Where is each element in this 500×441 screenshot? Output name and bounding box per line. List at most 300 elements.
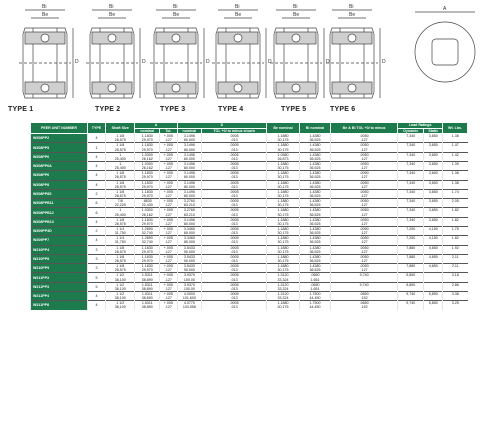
table-cell: 1.82 [443, 236, 468, 241]
table-cell: .127 [160, 175, 178, 180]
table-cell: 7,340 [398, 143, 424, 148]
table-cell: 1.38 [443, 134, 468, 139]
table-cell: .0050 [331, 245, 398, 250]
table-cell: 90.000 [177, 250, 202, 255]
table-cell: +.005 [160, 208, 178, 213]
part-number-cell: W211PP4 [31, 291, 88, 300]
ball-bottom-1 [41, 84, 49, 92]
table-cell: 7,880 [398, 264, 424, 269]
table-cell: 1.5311 [135, 282, 160, 287]
table-cell: 3,650 [424, 171, 443, 176]
table-cell: .0005 [202, 227, 267, 232]
table-cell: 29,970 [135, 194, 160, 199]
table-cell: .127 [331, 240, 398, 245]
table-cell: 101.600 [177, 296, 202, 301]
table-cell: 1 1/2 [106, 301, 135, 306]
dim-bi-label-3: Bi [173, 4, 178, 10]
table-cell: 3,650 [424, 208, 443, 213]
table-cell: 7,880 [398, 254, 424, 259]
table-cell: 26,873 [267, 157, 300, 162]
table-cell: 83.210 [177, 213, 202, 218]
table-cell: 80.000 [177, 185, 202, 190]
table-cell: .127 [160, 240, 178, 245]
table-cell: 1 1/8 [106, 264, 135, 269]
table-cell: 3.5433 [177, 264, 202, 269]
table-cell: 4,650 [424, 254, 443, 259]
col-header-part: PEER UNIT NUMBER [31, 123, 88, 134]
table-cell: 7,340 [398, 162, 424, 167]
table-cell: +.005 [160, 245, 178, 250]
part-number-cell: W211PP3 [31, 282, 88, 291]
table-cell: 28,575 [106, 175, 135, 180]
type-label-4: TYPE 4 [218, 106, 244, 113]
dim-d-label-4: D [268, 59, 272, 65]
col-header-d-tol: TOL +0/ to minus shown [202, 128, 267, 134]
table-cell: .127 [331, 175, 398, 180]
table-cell: 3.5433 [177, 245, 202, 250]
dim-bi-label-2: Bi [109, 4, 114, 10]
table-cell: 29,970 [135, 268, 160, 273]
table-cell: +.005 [160, 282, 178, 287]
table-cell: .127 [160, 222, 178, 227]
table-cell: 1.1830 [135, 143, 160, 148]
type-cell: 4 [87, 134, 105, 143]
table-cell: 29,970 [135, 222, 160, 227]
table-cell: 7,340 [398, 217, 424, 222]
table-cell: 3.2760 [177, 199, 202, 204]
table-cell: 4,150 [424, 227, 443, 232]
table-cell: 36.525 [299, 213, 330, 218]
group-header-d: D [177, 123, 267, 129]
table-cell: .127 [160, 268, 178, 273]
dim-a-label: A [443, 6, 447, 12]
table-cell: 9,740 [331, 282, 398, 287]
table-cell: 1.4380 [299, 236, 330, 241]
type-cell: 4 [87, 180, 105, 189]
table-cell: 1.3120 [267, 282, 300, 287]
table-cell: 36.525 [299, 194, 330, 199]
table-cell: 29,970 [135, 250, 160, 255]
ball-top-1 [41, 34, 49, 42]
table-cell: .152 [331, 296, 398, 301]
table-cell: 30,175 [267, 194, 300, 199]
table-cell: 1.4380 [299, 254, 330, 259]
type-label-5: TYPE 5 [281, 106, 307, 113]
col-header-tol: Be & Bi TOL +0/ to minus [331, 123, 398, 134]
dim-bi-label-5: Bi [293, 4, 298, 10]
table-cell: 38,100 [106, 278, 135, 283]
table-cell: .8830 [135, 199, 160, 204]
table-cell: 30,175 [267, 166, 300, 171]
table-cell: 1 1/4 [106, 227, 135, 232]
part-number-cell: W208PP6A [31, 162, 88, 171]
table-cell: 4,150 [424, 236, 443, 241]
table-cell: 28,575 [106, 148, 135, 153]
table-cell: 44.450 [299, 296, 330, 301]
dim-be-label-4: Be [235, 12, 242, 18]
table-cell: 1 1/8 [106, 143, 135, 148]
table-cell: 2.11 [443, 264, 468, 269]
table-cell: 1.39 [443, 162, 468, 167]
type-cell: 4 [87, 171, 105, 180]
table-cell: 1.1830 [135, 134, 160, 139]
table-cell: .0005 [202, 273, 267, 278]
table-cell: 1.7500 [299, 291, 330, 296]
table-cell: 1 1/8 [106, 180, 135, 185]
table-cell: 1.1880 [267, 143, 300, 148]
table-cell: 1.651 [299, 287, 330, 292]
table-cell: .127 [331, 268, 398, 273]
table-cell: +.005 [160, 199, 178, 204]
table-cell: 3,650 [424, 162, 443, 167]
type-label-3: TYPE 3 [160, 106, 186, 113]
table-cell: 3.3465 [177, 227, 202, 232]
table-cell: .0005 [202, 189, 267, 194]
table-cell: .013 [202, 268, 267, 273]
table-cell: 80.000 [177, 166, 202, 171]
dim-bi-label-1: Bi [42, 4, 47, 10]
table-cell: 1.0300 [135, 162, 160, 167]
table-cell: 3,650 [424, 217, 443, 222]
table-cell: 33,324 [267, 278, 300, 283]
ball-top-3 [172, 34, 180, 42]
table-cell: .013 [202, 138, 267, 143]
table-cell: 1.1830 [135, 217, 160, 222]
table-cell: 32,740 [135, 240, 160, 245]
type-cell: 4 [87, 162, 105, 171]
table-cell: 25,400 [106, 213, 135, 218]
table-cell: 33,324 [267, 287, 300, 292]
table-cell: 36.525 [299, 268, 330, 273]
type-cell: 5 [87, 282, 105, 291]
table-cell: 36.525 [299, 250, 330, 255]
table-cell: 30.175 [267, 250, 300, 255]
table-cell: 1.1880 [267, 301, 300, 306]
table-cell: 3.18 [443, 273, 468, 278]
table-cell: 1.74 [443, 189, 468, 194]
dim-d-label-5: D [326, 59, 330, 65]
table-cell: 30,175 [267, 175, 300, 180]
dim-be-label-2: Be [109, 12, 116, 18]
table-cell: 1.82 [443, 217, 468, 222]
table-cell: 100.00 [177, 287, 202, 292]
table-cell: 30,175 [267, 259, 300, 264]
ball-top-6 [348, 34, 356, 42]
table-cell: .0005 [202, 162, 267, 167]
table-cell: 1.651 [299, 278, 330, 283]
table-cell: .013 [202, 157, 267, 162]
col-header-wt: Wt. Lbs. [443, 123, 468, 134]
table-cell: 29,970 [135, 259, 160, 264]
table-cell: 2.86 [443, 282, 468, 287]
table-cell: .0050 [331, 264, 398, 269]
type-cell: 4 [87, 291, 105, 300]
table-cell: .127 [160, 138, 178, 143]
table-cell: .013 [202, 240, 267, 245]
group-header-a: A [135, 123, 177, 129]
part-number-cell: W210PP8 [31, 254, 88, 263]
table-cell: 7,340 [398, 180, 424, 185]
table-cell: 38,890 [135, 278, 160, 283]
table-cell: 26,162 [135, 157, 160, 162]
part-number-cell: W208PP6 [31, 171, 88, 180]
table-cell: +.005 [160, 134, 178, 139]
table-cell: .0005 [202, 143, 267, 148]
table-cell: 1.1830 [135, 189, 160, 194]
table-cell: 83.210 [177, 203, 202, 208]
table-cell: 3.38 [443, 291, 468, 296]
type-cell: 4 [87, 236, 105, 245]
table-cell: 1.1830 [135, 264, 160, 269]
ball-top-4 [234, 34, 242, 42]
table-cell: +.005 [160, 171, 178, 176]
table-cell: 1.1880 [267, 236, 300, 241]
table-cell: 1 1/8 [106, 217, 135, 222]
dim-bi-label-6: Bi [349, 4, 354, 10]
table-cell: 28,575 [106, 250, 135, 255]
table-cell: 1.1880 [267, 189, 300, 194]
table-cell: +.005 [160, 301, 178, 306]
table-cell: .013 [202, 250, 267, 255]
table-cell: .127 [160, 250, 178, 255]
table-cell: 36.525 [299, 231, 330, 236]
table-cell: 1.2890 [135, 227, 160, 232]
dim-d-label-6: D [382, 59, 386, 65]
table-cell: 1.4380 [299, 208, 330, 213]
table-cell: 1 1/8 [106, 171, 135, 176]
table-cell: 1.0580 [267, 152, 300, 157]
table-cell: 1.0300 [135, 208, 160, 213]
table-cell: 3.1496 [177, 162, 202, 167]
table-cell: 1.4380 [299, 143, 330, 148]
table-cell: 28,575 [106, 268, 135, 273]
table-cell: 30,175 [267, 231, 300, 236]
table-cell: 36.525 [299, 175, 330, 180]
col-header-a-nominal: nominal [135, 128, 160, 134]
type-cell: 3 [87, 245, 105, 254]
table-cell: +.005 [160, 236, 178, 241]
table-cell: .0650 [331, 301, 398, 306]
table-cell: 9,740 [398, 301, 424, 306]
type-cell: 6 [87, 208, 105, 217]
table-cell: 1.1830 [135, 245, 160, 250]
table-cell: .127 [160, 194, 178, 199]
table-cell: 7,880 [398, 245, 424, 250]
table-cell: .127 [160, 157, 178, 162]
table-cell [424, 305, 443, 309]
table-cell: 36.525 [299, 166, 330, 171]
table-cell: 4,650 [424, 264, 443, 269]
table-cell: 4.0770 [177, 301, 202, 306]
dim-d-label-2: D [142, 59, 146, 65]
dim-bi-label-4: Bi [235, 4, 240, 10]
table-cell: 3.1496 [177, 180, 202, 185]
table-cell: 1.1880 [267, 199, 300, 204]
table-cell: 7,250 [398, 236, 424, 241]
table-cell: 1.1880 [267, 171, 300, 176]
table-cell: 38,100 [106, 287, 135, 292]
table-cell: 1 1/8 [106, 254, 135, 259]
part-number-cell: W211PP3 [31, 273, 88, 282]
table-cell: +.005 [160, 254, 178, 259]
table-cell: .0050 [331, 254, 398, 259]
table-cell: .0650 [331, 291, 398, 296]
table-cell: 29,970 [135, 185, 160, 190]
ball-bottom-3 [172, 84, 180, 92]
table-cell: 1 1/4 [106, 236, 135, 241]
table-cell: 30,175 [267, 185, 300, 190]
table-cell: 90.000 [177, 259, 202, 264]
type-cell: 3 [87, 254, 105, 263]
table-cell: .013 [202, 259, 267, 264]
table-cell: 1 1/2 [106, 273, 135, 278]
table-cell: 33,324 [267, 296, 300, 301]
table-cell: .013 [202, 166, 267, 171]
table-cell: .0050 [331, 152, 398, 157]
end-view-square-bore [432, 39, 458, 65]
table-cell: .013 [202, 194, 267, 199]
table-cell: .013 [202, 287, 267, 292]
table-cell: 1.0300 [135, 152, 160, 157]
ball-bottom-4 [234, 84, 242, 92]
table-cell: .0005 [202, 301, 267, 306]
type-cell: 2 [87, 189, 105, 198]
col-header-d-nominal: nominal [177, 128, 202, 134]
table-cell: 1.4380 [299, 227, 330, 232]
table-cell: 1.4380 [299, 180, 330, 185]
table-cell: 36.525 [299, 157, 330, 162]
table-cell: .0005 [202, 245, 267, 250]
table-cell: 28,575 [106, 138, 135, 143]
part-number-cell: W210PP4 [31, 245, 88, 254]
table-cell: 3.1496 [177, 217, 202, 222]
dim-d-label-3: D [206, 59, 210, 65]
table-cell: 1.5311 [135, 291, 160, 296]
table-cell: 36.525 [299, 203, 330, 208]
table-cell: .127 [331, 259, 398, 264]
table-cell: 30,175 [267, 138, 300, 143]
table-cell: 1.1830 [135, 254, 160, 259]
table-cell: 85.000 [177, 240, 202, 245]
table-cell: 1 1/2 [106, 282, 135, 287]
table-cell: .0050 [331, 199, 398, 204]
table-cell: 38,890 [135, 296, 160, 301]
table-cell: .0050 [331, 143, 398, 148]
type-cell: 4 [87, 152, 105, 161]
table-cell: 3.1496 [177, 171, 202, 176]
table-cell: 1.92 [443, 245, 468, 250]
table-cell: .127 [160, 213, 178, 218]
table-cell: 1.3120 [267, 273, 300, 278]
type-cell: 1 [87, 143, 105, 152]
table-cell: 1.3120 [267, 291, 300, 296]
table-cell [443, 305, 468, 309]
dim-be-label-6: Be [349, 12, 356, 18]
table-cell: 1.38 [443, 180, 468, 185]
type-cell: 2 [87, 227, 105, 236]
table-cell: 5,850 [424, 291, 443, 296]
table-cell: .013 [202, 148, 267, 153]
table-cell: .0005 [202, 291, 267, 296]
table-cell: 3.25 [443, 301, 468, 306]
table-cell: .0005 [202, 152, 267, 157]
table-cell: 31,750 [106, 240, 135, 245]
table-cell: 1.5311 [135, 301, 160, 306]
table-cell: .127 [160, 259, 178, 264]
table-cell: .127 [331, 166, 398, 171]
table-cell: 7,340 [398, 189, 424, 194]
type-label-1: TYPE 1 [8, 106, 34, 113]
dim-be-label-1: Be [42, 12, 49, 18]
table-cell: .0005 [202, 171, 267, 176]
table-cell: 1.4380 [299, 217, 330, 222]
table-cell: .127 [331, 231, 398, 236]
table-cell: 25,400 [106, 157, 135, 162]
table-cell: 1.1880 [267, 227, 300, 232]
table-cell: 1.1880 [267, 245, 300, 250]
table-cell: 1 1/8 [106, 245, 135, 250]
table-cell: 36.525 [299, 138, 330, 143]
part-number-cell: W208PPB12 [31, 208, 88, 217]
table-cell: 1.47 [443, 143, 468, 148]
table-cell: 30,175 [267, 268, 300, 273]
table-cell: +.005 [160, 189, 178, 194]
col-header-shaft: Shaft Size [106, 123, 135, 134]
table-cell: 1.4380 [299, 162, 330, 167]
table-cell: .0005 [202, 282, 267, 287]
table-cell: 7/8 [106, 199, 135, 204]
table-cell: 1.36 [443, 171, 468, 176]
table-cell [398, 305, 424, 309]
table-cell: .013 [202, 305, 267, 309]
table-cell: 9,740 [398, 291, 424, 296]
part-number-cell: W208PP2 [31, 134, 88, 143]
table-cell: 80.000 [177, 175, 202, 180]
type-label-2: TYPE 2 [95, 106, 121, 113]
table-cell: .0005 [202, 199, 267, 204]
table-cell: 80.000 [177, 222, 202, 227]
table-cell: .0005 [202, 254, 267, 259]
table-cell: .0005 [202, 264, 267, 269]
table-cell: 36.525 [299, 185, 330, 190]
table-cell: .013 [202, 175, 267, 180]
table-cell: 80.000 [177, 157, 202, 162]
table-cell: 1 1/2 [106, 291, 135, 296]
table-cell: 1.2890 [135, 236, 160, 241]
table-cell: 1.1880 [267, 162, 300, 167]
table-cell: 1 [106, 152, 135, 157]
ball-top-5 [292, 34, 300, 42]
table-cell: 7,340 [398, 208, 424, 213]
table-cell: 32,740 [135, 231, 160, 236]
table-cell: 3.9370 [177, 282, 202, 287]
table-cell: .0005 [202, 236, 267, 241]
col-header-be: Be nominal [267, 123, 300, 134]
table-cell: .127 [160, 231, 178, 236]
table-cell: .0005 [202, 180, 267, 185]
table-cell: 3.3465 [177, 236, 202, 241]
table-cell: 1.4380 [299, 264, 330, 269]
table-cell: 44.450 [299, 305, 330, 309]
table-cell: 1 [106, 162, 135, 167]
table-cell: 3,650 [424, 152, 443, 157]
table-cell: +.005 [160, 162, 178, 167]
table-cell: 22,225 [106, 203, 135, 208]
table-cell: 7,340 [398, 171, 424, 176]
part-number-cell: W208PPB11 [31, 199, 88, 208]
table-cell: 3,650 [424, 199, 443, 204]
dim-be-label-3: Be [173, 12, 180, 18]
